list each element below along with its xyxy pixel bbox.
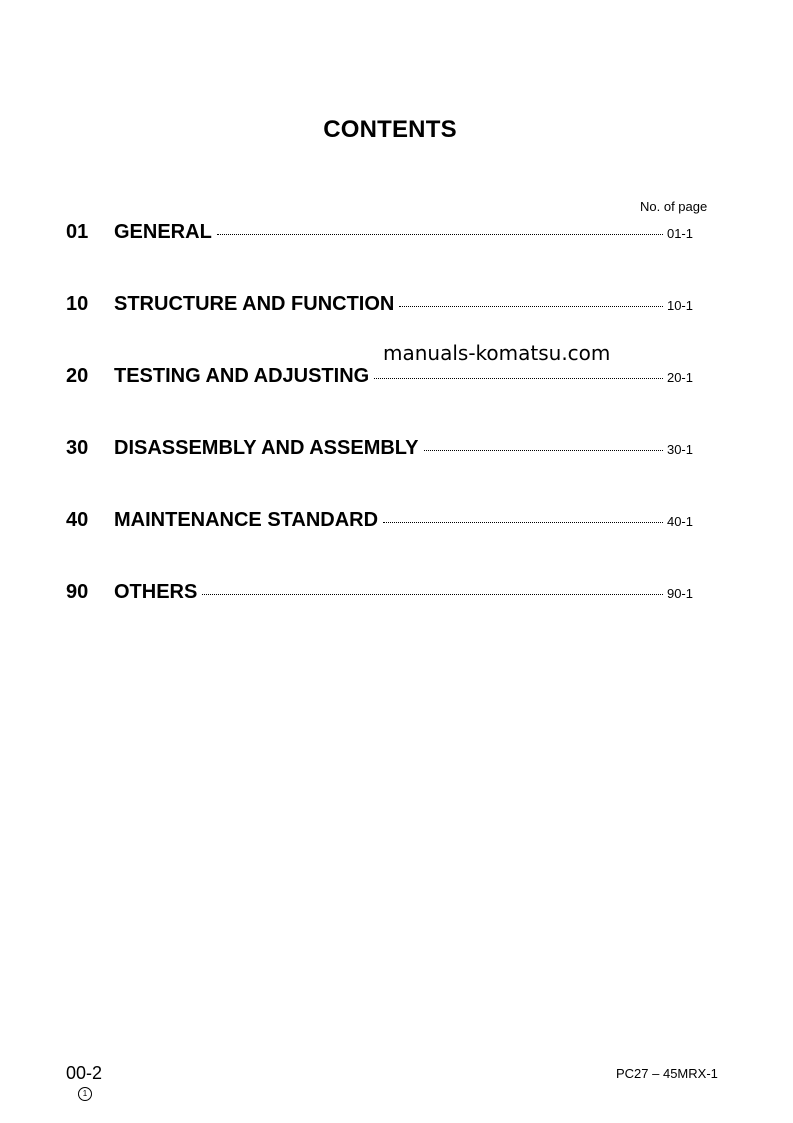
toc-page: 10-1 [666, 298, 693, 313]
toc-entry-others[interactable] [66, 581, 693, 607]
toc-title: DISASSEMBLY AND ASSEMBLY [114, 437, 419, 459]
toc-page: 40-1 [666, 514, 693, 529]
toc-number: 20 [66, 365, 89, 387]
toc-number: 90 [66, 581, 89, 603]
toc-number: 40 [66, 509, 89, 531]
revision-mark-icon: 1 [78, 1087, 92, 1101]
toc-entry-testing-and-adjusting[interactable] [66, 365, 693, 391]
toc-leader-dots [383, 521, 663, 523]
toc-leader-dots [217, 233, 663, 235]
toc-leader-dots [202, 593, 663, 595]
toc-title: TESTING AND ADJUSTING [114, 365, 370, 387]
toc-title: OTHERS [114, 581, 198, 603]
watermark-text: manuals-komatsu.com [383, 341, 611, 365]
toc-entry-maintenance-standard[interactable] [66, 509, 693, 535]
toc-leader-dots [424, 449, 663, 451]
toc-page: 20-1 [666, 370, 693, 385]
toc-entry-general[interactable] [66, 221, 693, 247]
toc-entry-disassembly-and-assembly[interactable] [66, 437, 693, 463]
footer-model-number: PC27 – 45MRX-1 [616, 1066, 718, 1081]
toc-leader-dots [399, 305, 663, 307]
page-title: CONTENTS [323, 116, 457, 143]
toc-title: MAINTENANCE STANDARD [114, 509, 379, 531]
toc-number: 01 [66, 221, 89, 243]
toc-page: 30-1 [666, 442, 693, 457]
toc-entry-structure-and-function[interactable] [66, 293, 693, 319]
toc-page: 90-1 [666, 586, 693, 601]
toc-page: 01-1 [666, 226, 693, 241]
toc-title: STRUCTURE AND FUNCTION [114, 293, 395, 315]
toc-number: 10 [66, 293, 89, 315]
toc-number: 30 [66, 437, 89, 459]
footer-page-number: 00-2 [66, 1063, 103, 1083]
toc-leader-dots [374, 377, 663, 379]
page-number-column-header: No. of page [640, 199, 708, 214]
toc-title: GENERAL [114, 221, 212, 243]
